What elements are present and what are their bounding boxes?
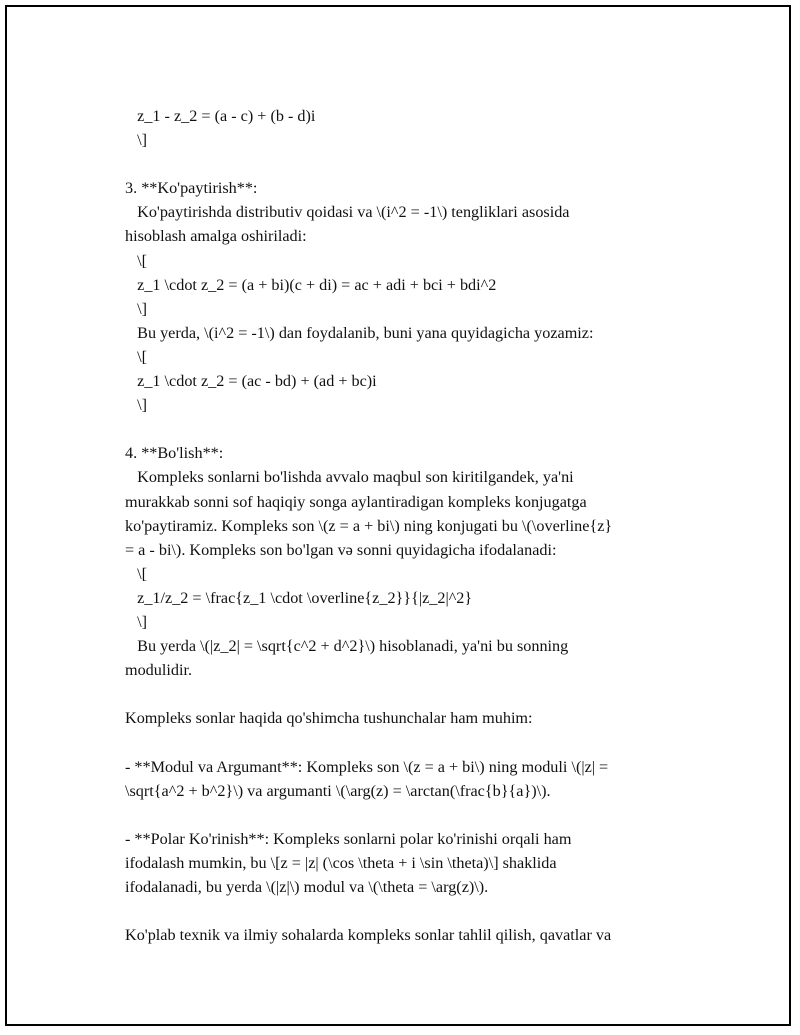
blank-line (125, 730, 685, 754)
text-line: hisoblash amalga oshiriladi: (125, 227, 307, 246)
list-item-line: ifodalanadi, bu yerda \(|z|\) modul va \(\theta = \arg(z)\). (125, 878, 489, 896)
text-line: modulidir. (125, 661, 193, 680)
text-line: Bu yerda, \(i^2 = -1\) dan foydalanib, buni yana quyidagicha yozamiz: (125, 323, 594, 342)
document-body (125, 104, 685, 947)
formula-line: z_1 \cdot z_2 = (a + bi)(c + di) = ac + adi + bci + bdi^2 (125, 275, 497, 294)
formula-delimiter: \] (125, 396, 148, 415)
text-line: ko'paytiramiz. Kompleks son \(z = a + bi\) ning konjugati bu \(\overline{z} (125, 516, 613, 535)
list-item-line: - **Polar Ko'rinish**: Kompleks sonlarni polar ko'rinishi orqali ham (125, 829, 572, 848)
text-line: \] (125, 131, 148, 150)
formula-delimiter: \[ (125, 564, 148, 583)
text-line: murakkab sonni sof haqiqiy songa aylantiradigan kompleks konjugatga (125, 492, 587, 511)
text-line: Kompleks sonlar haqida qo'shimcha tushunchalar ham muhim: (125, 709, 533, 728)
blank-line (125, 152, 685, 176)
text-line: = a - bi\). Kompleks son bo'lgan və sonni quyidagicha ifodalanadi: (125, 540, 557, 559)
blank-line (125, 803, 685, 827)
text-line: Bu yerda \(|z_2| = \sqrt{c^2 + d^2}\) hisoblanadi, ya'ni bu sonning (125, 637, 569, 656)
formula-line: z_1/z_2 = \frac{z_1 \cdot \overline{z_2}}{|z_2|^2} (125, 588, 473, 607)
text-line: z_1 - z_2 = (a - c) + (b - d)i (125, 107, 316, 125)
blank-line (125, 417, 685, 441)
document-page (5, 5, 791, 1026)
text-line: Kompleks sonlarni bo'lishda avvalo maqbul son kiritilgandek, ya'ni (125, 468, 574, 487)
text-line: Ko'paytirishda distributiv qoidasi va \(i^2 = -1\) tengliklari asosida (125, 203, 570, 222)
list-item-line: ifodalash mumkin, bu \[z = |z| (\cos \theta + i \sin \theta)\] shaklida (125, 853, 557, 872)
text-line: Ko'plab texnik va ilmiy sohalarda kompleks sonlar tahlil qilish, qavatlar va (125, 926, 612, 945)
blank-line (125, 682, 685, 706)
formula-delimiter: \] (125, 612, 148, 631)
section-heading: 4. **Bo'lish**: (125, 444, 224, 463)
formula-delimiter: \] (125, 299, 148, 318)
section-heading: 3. **Ko'paytirish**: (125, 179, 258, 198)
formula-delimiter: \[ (125, 347, 148, 366)
blank-line (125, 899, 685, 923)
formula-delimiter: \[ (125, 251, 148, 270)
list-item-line: \sqrt{a^2 + b^2}\) va argumanti \(\arg(z) = \arctan(\frac{b}{a})\). (125, 781, 551, 800)
list-item-line: - **Modul va Argumant**: Kompleks son \(z = a + bi\) ning moduli \(|z| = (125, 757, 609, 776)
formula-line: z_1 \cdot z_2 = (ac - bd) + (ad + bc)i (125, 372, 377, 391)
